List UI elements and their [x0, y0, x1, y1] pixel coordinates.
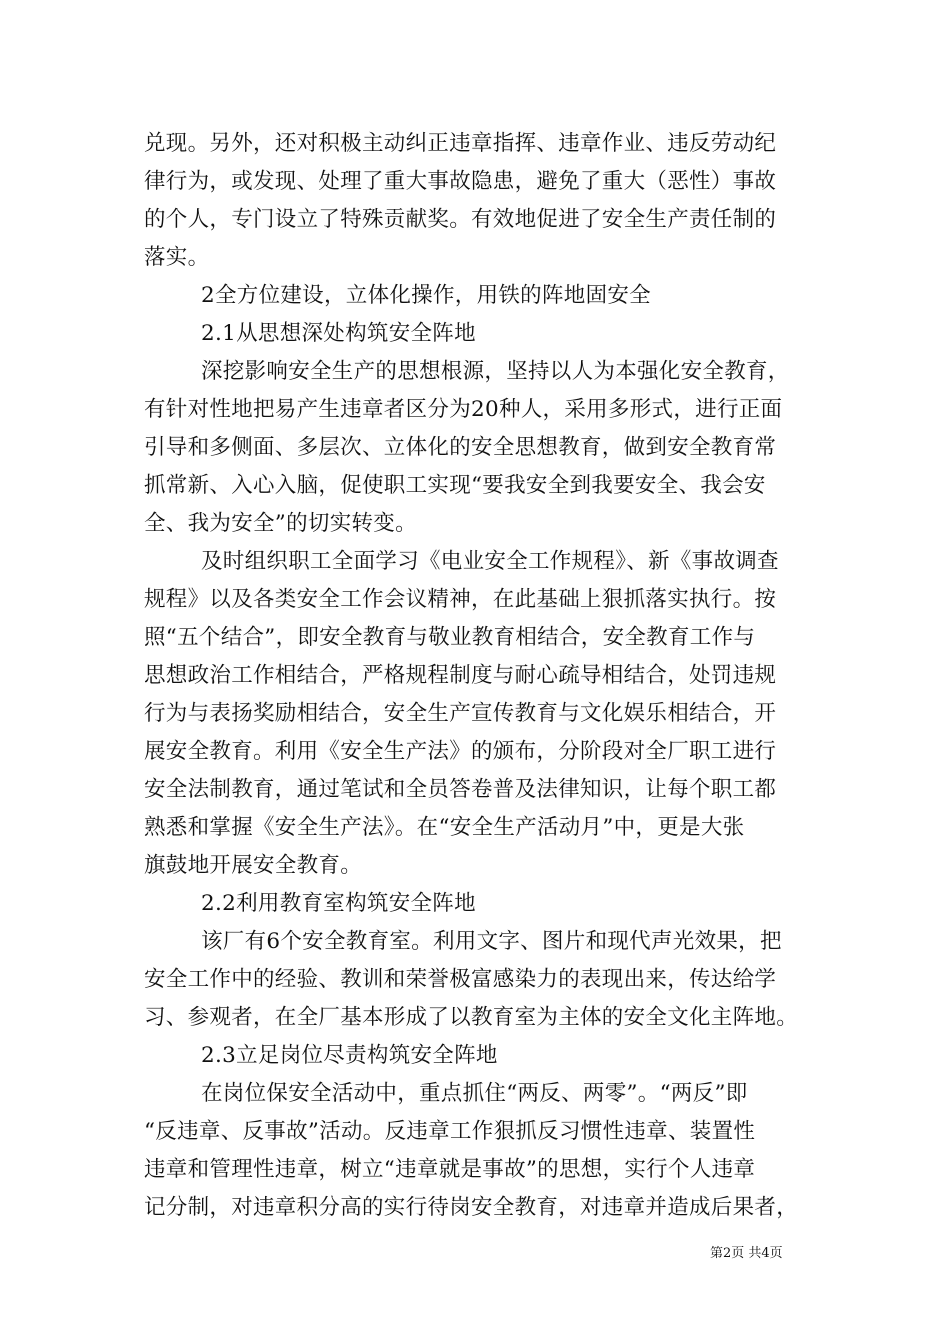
text-line: 及时组织职工全面学习《电业安全工作规程》、新《事故调查 — [201, 549, 779, 574]
text-line: 该厂有6个安全教育室。利用文字、图片和现代声光效果，把 — [201, 929, 782, 954]
text-line: 思想政治工作相结合，严格规程制度与耐心疏导相结合，处罚违规 — [144, 663, 777, 688]
section-heading: 2.1从思想深处构筑安全阵地 — [201, 321, 476, 346]
text-line: 兑现。另外，还对积极主动纠正违章指挥、违章作业、违反劳动纪 — [144, 131, 777, 156]
page-number: 第2页 共4页 — [710, 1246, 783, 1261]
text-line: 旗鼓地开展安全教育。 — [144, 853, 363, 878]
text-line: “反违章、反事故”活动。反违章工作狠抓反习惯性违章、装置性 — [144, 1119, 756, 1144]
text-line: 安全法制教育，通过笔试和全员答卷普及法律知识，让每个职工都 — [144, 777, 777, 802]
text-line: 的个人，专门设立了特殊贡献奖。有效地促进了安全生产责任制的 — [144, 207, 777, 232]
text-line: 律行为，或发现、处理了重大事故隐患，避免了重大（恶性）事故 — [144, 169, 777, 194]
text-line: 抓常新、入心入脑，促使职工实现“要我安全到我要安全、我会安 — [144, 473, 766, 498]
text-line: 在岗位保安全活动中，重点抓住“两反、两零”。“两反”即 — [201, 1081, 748, 1106]
text-line: 违章和管理性违章，树立“违章就是事故”的思想，实行个人违章 — [144, 1157, 756, 1182]
text-line: 有针对性地把易产生违章者区分为20种人，采用多形式，进行正面 — [144, 397, 783, 422]
text-line: 行为与表扬奖励相结合，安全生产宣传教育与文化娱乐相结合，开 — [144, 701, 777, 726]
text-line: 深挖影响安全生产的思想根源，坚持以人为本强化安全教育， — [201, 359, 790, 384]
text-line: 照“五个结合”，即安全教育与敬业教育相结合，安全教育工作与 — [144, 625, 756, 650]
text-line: 落实。 — [144, 245, 210, 270]
text-line: 安全工作中的经验、教训和荣誉极富感染力的表现出来，传达给学 — [144, 967, 777, 992]
text-line: 展安全教育。利用《安全生产法》的颁布，分阶段对全厂职工进行 — [144, 739, 777, 764]
section-heading: 2全方位建设，立体化操作，用铁的阵地固安全 — [201, 283, 651, 308]
text-line: 全、我为安全”的切实转变。 — [144, 511, 417, 536]
text-line: 熟悉和掌握《安全生产法》。在“安全生产活动月”中，更是大张 — [144, 815, 745, 840]
section-heading: 2.3立足岗位尽责构筑安全阵地 — [201, 1043, 498, 1068]
text-line: 记分制，对违章积分高的实行待岗安全教育，对违章并造成后果者， — [144, 1195, 799, 1220]
text-line: 习、参观者，在全厂基本形成了以教育室为主体的安全文化主阵地。 — [144, 1005, 799, 1030]
section-heading: 2.2利用教育室构筑安全阵地 — [201, 891, 476, 916]
text-line: 引导和多侧面、多层次、立体化的安全思想教育，做到安全教育常 — [144, 435, 777, 460]
text-line: 规程》以及各类安全工作会议精神，在此基础上狠抓落实执行。按 — [144, 587, 777, 612]
